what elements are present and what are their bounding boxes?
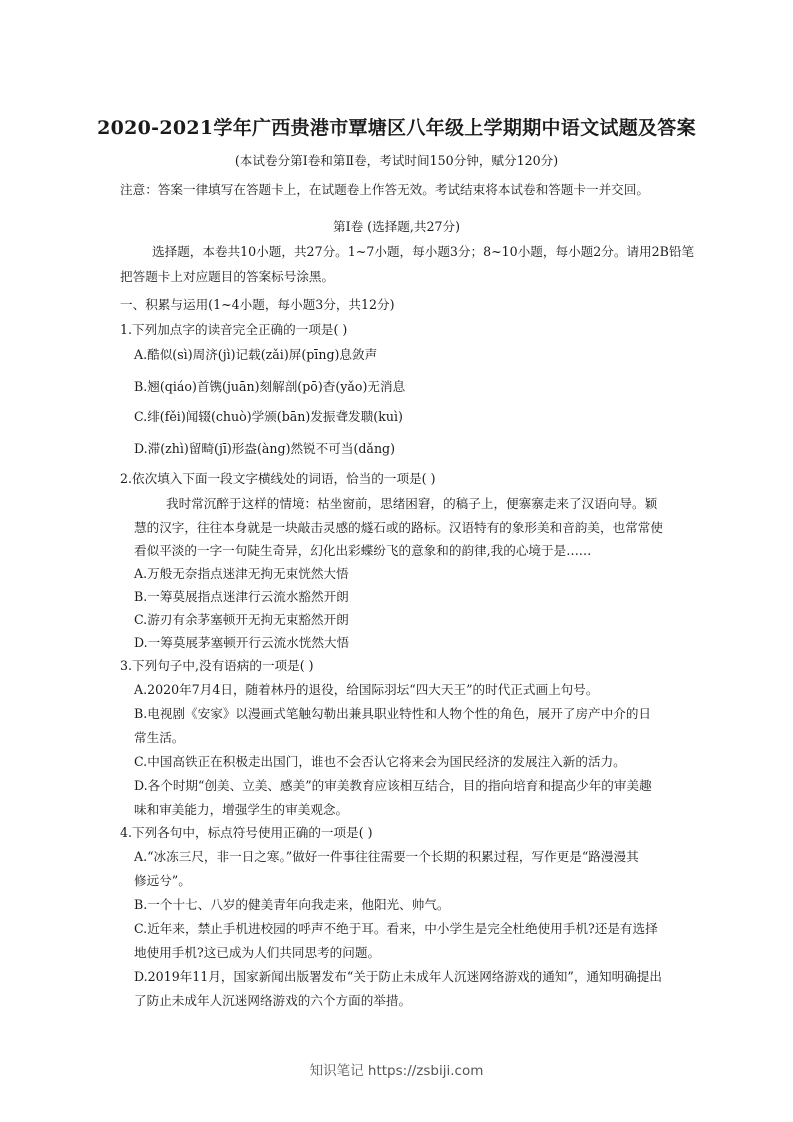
question-4-option-d-cont: 了防止未成年人沉迷网络游戏的六个方面的举措。 xyxy=(134,993,412,1008)
question-1-option-b: B.翘(qiáo)首镌(juān)刻解剖(pō)杳(yǎo)无消息 xyxy=(134,379,406,394)
question-2-option-d: D.一筹莫展茅塞顿开行云流水恍然大悟 xyxy=(134,635,350,650)
question-1-stem: 1.下列加点字的读音完全正确的一项是( ) xyxy=(120,322,348,337)
instructions-line-2: 把答题卡上对应题目的答案标号涂黑。 xyxy=(120,269,335,284)
notice: 注意：答案一律填写在答题卡上，在试题卷上作答无效。考试结束将本试卷和答题卡一并交回。 xyxy=(120,182,649,197)
question-2-option-a: A.万般无奈指点迷津无拘无束恍然大悟 xyxy=(134,566,349,581)
question-2-stem: 2.依次填入下面一段文字横线处的词语，恰当的一项是( ) xyxy=(120,471,436,486)
question-4-stem: 4.下列各句中，标点符号使用正确的一项是( ) xyxy=(120,825,373,840)
question-4-option-c: C.近年来，禁止手机进校园的呼声不绝于耳。看来，中小学生是完全杜绝使用手机?还是有选择 xyxy=(134,921,658,936)
question-4-option-a-cont: 修远兮”。 xyxy=(134,873,191,888)
question-3-option-b: B.电视剧《安家》以漫画式笔触勾勒出兼具职业特性和人物个性的角色，展开了房产中介的日 xyxy=(134,706,652,721)
question-2-option-c: C.游刃有余茅塞顿开无拘无束豁然开朗 xyxy=(134,612,349,627)
question-2-option-b: B.一筹莫展指点迷津行云流水豁然开朗 xyxy=(134,589,349,604)
question-3-option-a: A.2020年7月4日，随着林丹的退役，给国际羽坛“四大天王”的时代正式画上句号。 xyxy=(134,682,599,697)
section-heading: 一、积累与运用(1~4小题，每小题3分，共12分) xyxy=(120,297,395,312)
question-1-option-c: C.绯(fěi)闻辍(chuò)学颁(bān)发振聋发聩(kuì) xyxy=(134,409,403,424)
question-3-option-b-cont: 常生活。 xyxy=(134,730,185,745)
exam-subtitle: (本试卷分第Ⅰ卷和第Ⅱ卷，考试时间150分钟，赋分120分) xyxy=(234,153,559,168)
part-title: 第Ⅰ卷 (选择题,共27分) xyxy=(333,219,460,234)
question-3-option-d-cont: 味和审美能力，增强学生的审美观念。 xyxy=(134,802,349,817)
question-4-option-d: D.2019年11月，国家新闻出版署发布“关于防止未成年人沉迷网络游戏的通知”，通知明确提出 xyxy=(134,969,662,984)
question-3-option-d: D.各个时期“创美、立美、感美”的审美教育应该相互结合，目的指向培育和提高少年的审美趣 xyxy=(134,778,652,793)
question-4-option-c-cont: 地使用手机?这已成为人们共同思考的问题。 xyxy=(134,945,381,960)
question-1-option-a: A.酷似(sì)周济(jì)记载(zǎi)屏(pīng)息敛声 xyxy=(134,347,378,362)
question-3-stem: 3.下列句子中,没有语病的一项是( ) xyxy=(120,658,314,673)
question-2-passage-line-1: 我时常沉醉于这样的情境：枯坐窗前，思绪困窘，的稿子上，便寨寨走来了汉语向导。颖 xyxy=(166,496,658,511)
instructions-line-1: 选择题，本卷共10小题，共27分。1~7小题，每小题3分；8~10小题，每小题2分。请用2B铅笔 xyxy=(152,244,695,259)
question-4-option-a: A.“冰冻三尺，非一日之寒。”做好一件事往往需要一个长期的积累过程，写作更是“路漫漫其 xyxy=(134,849,639,864)
document-title: 2020-2021学年广西贵港市覃塘区八年级上学期期中语文试题及答案 xyxy=(97,117,696,139)
question-4-option-b: B.一个十七、八岁的健美青年向我走来，他阳光、帅气。 xyxy=(134,897,450,912)
question-2-passage-line-2: 慧的汉字，往往本身就是一块敲击灵感的燧石或的路标。汉语特有的象形美和音韵美，也常常使 xyxy=(134,520,663,535)
question-2-passage-line-3: 看似平淡的一字一句陡生奇异，幻化出彩蝶纷飞的意象和的韵律,我的心境于是…… xyxy=(134,543,592,558)
question-1-option-d: D.滞(zhì)留畸(jī)形盎(àng)然锐不可当(dǎng) xyxy=(134,441,396,456)
question-3-option-c: C.中国高铁正在积极走出国门，谁也不会否认它将来会为国民经济的发展注入新的活力。 xyxy=(134,754,626,769)
footer-watermark: 知识笔记 https://zsbiji.com xyxy=(309,1063,484,1079)
